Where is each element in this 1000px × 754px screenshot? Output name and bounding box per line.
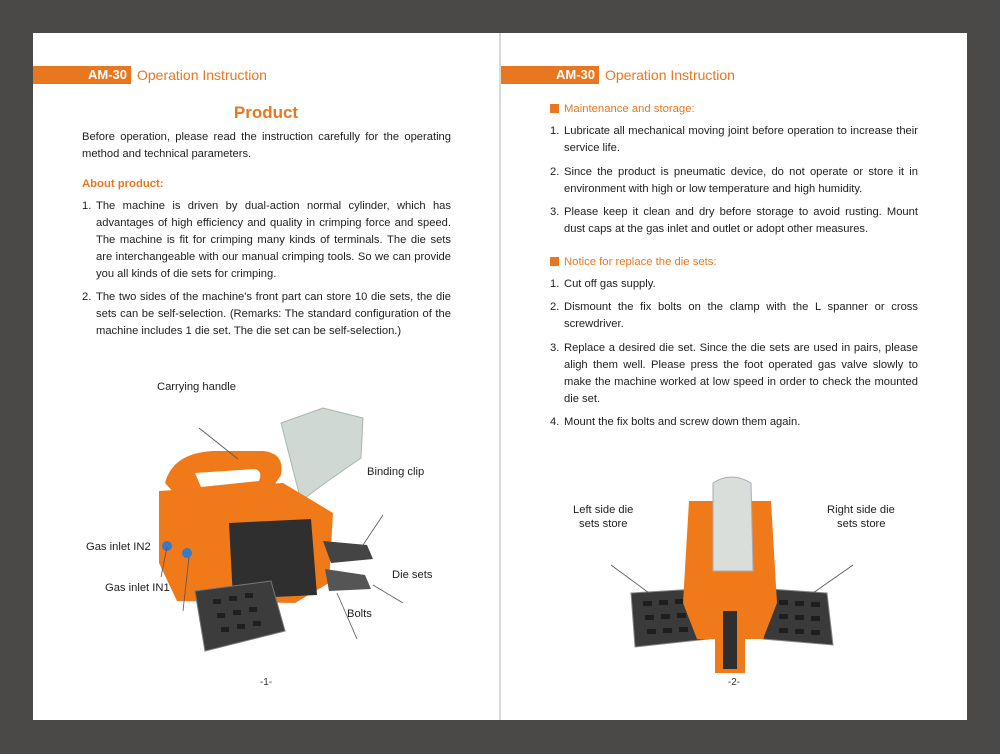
list-item — [550, 204, 918, 238]
label-gas-inlet-in2: Gas inlet IN2 — [86, 541, 151, 553]
maintenance-heading — [550, 103, 695, 115]
maintenance-heading-text: Maintenance and storage: — [564, 103, 695, 115]
list-number: 1. — [550, 125, 560, 137]
square-bullet-icon — [550, 104, 559, 113]
list-text: Dismount the fix bolts on the clamp with the L spanner or cross screwdriver. — [564, 301, 918, 330]
list-number: 4. — [550, 416, 560, 428]
label-left-store-line1: Left side die — [573, 504, 634, 516]
label-gas-inlet-in1: Gas inlet IN1 — [105, 582, 170, 594]
replace-heading-text: Notice for replace the die sets: — [564, 256, 717, 268]
list-number: 2. — [550, 301, 560, 313]
list-text: The two sides of the machine's front part can store 10 die sets, the die sets can be self-selection. (Remarks: The standard configuration of the machine includes 1 die set. The die set can be self-selection.) — [96, 291, 451, 337]
label-right-store-line2: sets store — [837, 518, 886, 530]
model-tag-label: AM-30 — [555, 67, 595, 82]
list-text: Please keep it clean and dry before storage to avoid rusting. Mount dust caps at the gas inlet and outlet or adopt other measures. — [564, 206, 918, 235]
square-bullet-icon — [550, 257, 559, 266]
label-carrying-handle: Carrying handle — [157, 381, 236, 393]
list-text: The machine is driven by dual-action normal cylinder, which has advantages of high efficiency and quality in crimping force and speed. The machine is fit for crimping many kinds of terminals. The die sets are interchangeable with our manual crimping tools. So we can provide you all kinds of die sets for crimping. — [96, 200, 451, 280]
page-title: Product — [233, 103, 299, 122]
list-text: Since the product is pneumatic device, do not operate or store it in environment with high or low temperature and high humidity. — [564, 166, 918, 195]
header-title: Operation Instruction — [605, 67, 735, 83]
list-number: 2. — [550, 166, 560, 178]
list-item — [550, 414, 918, 431]
model-tag — [501, 66, 599, 84]
list-text: Lubricate all mechanical moving joint before operation to increase their service life. — [564, 125, 918, 154]
list-text: Replace a desired die set. Since the die sets are used in pairs, please aligh them well. Please press the foot operated gas valve slowly to make the machine worked at low speed in order to check the mounted die set. — [564, 342, 918, 405]
list-item — [82, 198, 451, 283]
label-left-store-line2: sets store — [579, 518, 628, 530]
label-bolts: Bolts — [347, 608, 372, 620]
list-number: 3. — [550, 206, 560, 218]
list-item — [82, 289, 451, 340]
label-die-sets: Die sets — [392, 569, 433, 581]
list-number: 2. — [82, 291, 92, 303]
page-left — [33, 33, 499, 720]
page-number: -1- — [259, 677, 273, 688]
header-title: Operation Instruction — [137, 67, 267, 83]
list-item — [550, 340, 918, 408]
machine-illustration — [33, 363, 499, 663]
list-item — [550, 276, 918, 293]
label-binding-clip: Binding clip — [367, 466, 425, 478]
list-item — [550, 164, 918, 198]
list-text: Mount the fix bolts and screw down them again. — [564, 416, 801, 428]
list-item — [550, 299, 918, 333]
list-number: 1. — [82, 200, 92, 212]
list-number: 3. — [550, 342, 560, 354]
about-heading: About product: — [82, 178, 164, 190]
page-right — [501, 33, 967, 720]
model-tag-label: AM-30 — [87, 67, 127, 82]
list-text: Cut off gas supply. — [564, 278, 656, 290]
model-tag — [33, 66, 131, 84]
label-right-store-line1: Right side die — [827, 504, 895, 516]
list-item — [550, 123, 918, 157]
machine-front-illustration — [501, 443, 967, 683]
intro-paragraph: Before operation, please read the instruction carefully for the operating method and technical parameters. — [82, 131, 451, 160]
replace-heading — [550, 256, 717, 268]
page-number: -2- — [727, 677, 741, 688]
list-number: 1. — [550, 278, 560, 290]
